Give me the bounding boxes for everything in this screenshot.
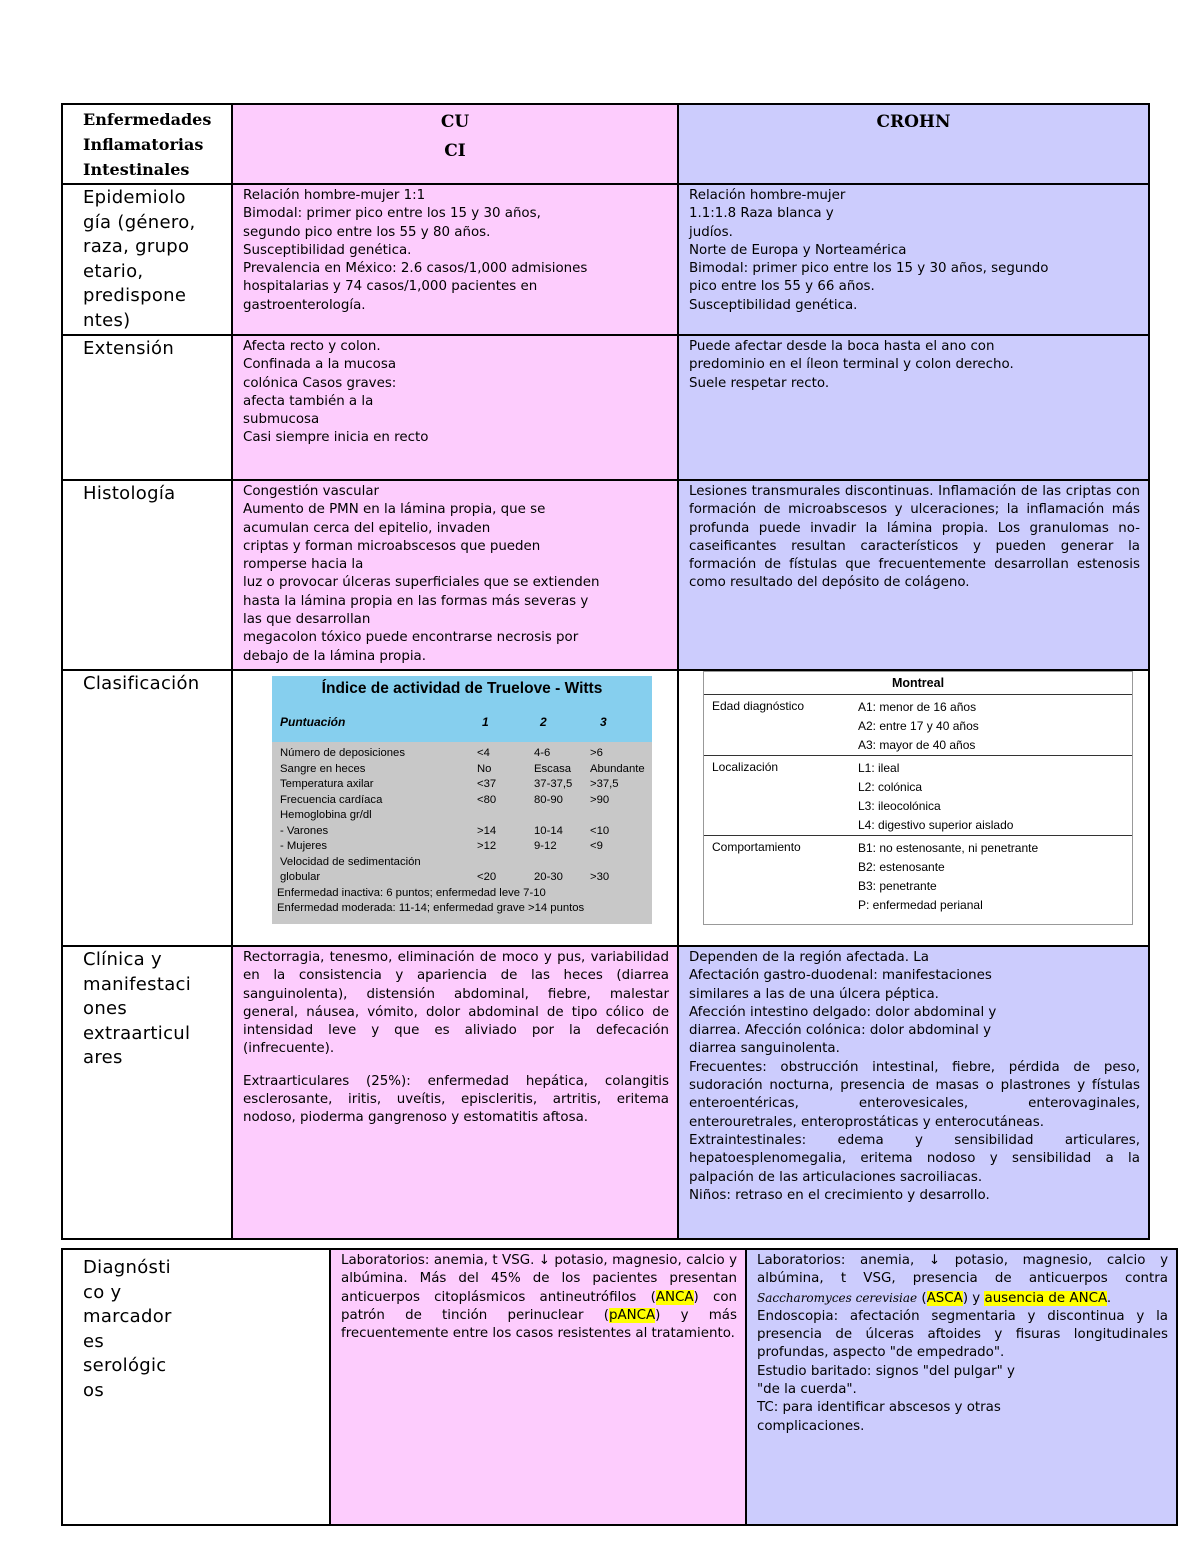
truelove-row-label: Número de deposiciones [280, 747, 405, 759]
montreal-section-label: Localización [712, 760, 779, 774]
crohn-diagnostico-lines [757, 1363, 1168, 1436]
text-line: Afectación gastro-duodenal: manifestaciones [689, 968, 992, 984]
text-line: acumulan cerca del epitelio, invaden [243, 520, 491, 536]
text-line: Dependen de la región afectada. La [689, 950, 929, 965]
truelove-title: Índice de actividad de Truelove - Witts [272, 676, 652, 702]
text-line: extraarticul [83, 1022, 191, 1044]
truelove-cell: >6 [590, 747, 603, 759]
header-disease-group [62, 104, 232, 184]
montreal-item: A3: mayor de 40 años [858, 738, 976, 752]
row-label-clasificacion [62, 670, 232, 946]
text-line: megacolon tóxico puede encontrarse necrosis por [243, 630, 579, 646]
text-line: serológic [83, 1355, 167, 1376]
cu-extension [232, 335, 678, 480]
text-line: luz o provocar úlceras superficiales que se extienden [243, 575, 600, 591]
text-line: Aumento de PMN en la lámina propia, que se [243, 502, 546, 518]
crohn-clasificacion [678, 670, 1149, 946]
text-line: segundo pico entre los 55 y 80 años. [243, 224, 491, 240]
cu-clasificacion [232, 670, 678, 946]
montreal-item: P: enfermedad perianal [858, 898, 983, 912]
diagnostic-table [61, 1248, 1178, 1526]
truelove-cell: >90 [590, 793, 610, 806]
text-line: raza, grupo [83, 236, 190, 257]
text-line: Puede afectar desde la boca hasta el ano con [689, 339, 995, 354]
text-line: CU [440, 112, 470, 132]
text-line: Bimodal: primer pico entre los 15 y 30 años, [243, 206, 541, 222]
montreal-item: L3: ileocolónica [858, 799, 941, 813]
crohn-histologia: Lesiones transmurales discontinuas. Inflamación de las criptas con formación de microabscesos y ulceraciones; la inflamación más profunda puede invadir la lámina propia. Los granulomas no-caseificantes resultan característicos y pueden generar la formación de fístulas que frecuentemente desarrollan estenosis como resultado del depósito de colágeno. [678, 480, 1149, 670]
truelove-cell: <80 [477, 793, 497, 806]
truelove-cell: >37,5 [590, 778, 619, 790]
montreal-item: L4: digestivo superior aislado [858, 818, 1014, 832]
text-line: Congestión vascular [243, 484, 380, 499]
text-line: Histología [83, 483, 176, 504]
row-label-histologia [62, 480, 232, 670]
text-line: Clasificación [83, 673, 200, 694]
text-line: Bimodal: primer pico entre los 15 y 30 años, segundo [689, 261, 1049, 277]
truelove-row-label: Temperatura axilar [280, 778, 374, 790]
text-line: Estudio baritado: signos "del pulgar" y [757, 1363, 1015, 1379]
crohn-epidemiologia [678, 184, 1149, 335]
truelove-row-label: Sangre en heces [280, 762, 366, 775]
montreal-item: A2: entre 17 y 40 años [858, 719, 979, 733]
truelove-cell: >12 [477, 840, 497, 852]
comparison-table [61, 103, 1150, 1240]
text-line: criptas y forman microabscesos que pueden [243, 538, 541, 554]
truelove-footer-2: Enfermedad moderada: 11-14; enfermedad grave >14 puntos [277, 902, 585, 914]
text-line: Clínica y [83, 949, 162, 970]
text-line: hospitalarias y 74 casos/1,000 pacientes en [243, 279, 538, 295]
truelove-row [272, 839, 652, 855]
text-line: es [83, 1330, 105, 1352]
truelove-row [272, 762, 652, 778]
truelove-cell: 80-90 [534, 793, 563, 806]
text-line: Norte de Europa y Norteamérica [689, 242, 907, 258]
montreal-item: A1: menor de 16 años [858, 700, 977, 714]
text-line: manifestaci [83, 973, 192, 995]
montreal-item: L2: colónica [858, 780, 923, 794]
truelove-row-label: - Mujeres [280, 840, 328, 852]
ausencia-anca-highlight: ausencia de ANCA [984, 1290, 1107, 1306]
montreal-item: B2: estenosante [858, 860, 945, 874]
truelove-cell: <20 [477, 871, 497, 883]
text-line: TC: para identificar abscesos y otras [757, 1400, 1001, 1416]
text-line: Relación hombre-mujer [689, 188, 846, 203]
truelove-cell: 4-6 [534, 747, 551, 759]
text-line: ntes) [83, 309, 131, 331]
text-line: Extensión [83, 338, 175, 359]
row-label-diagnostico [62, 1249, 330, 1525]
montreal-item: L1: ileal [858, 761, 900, 775]
montreal-item: B1: no estenosante, ni penetrante [858, 841, 1039, 855]
truelove-cell: <9 [590, 840, 603, 852]
text-line: 1.1:1.8 Raza blanca y [689, 206, 834, 222]
truelove-cell: 10-14 [534, 824, 563, 837]
text-line: complicaciones. [757, 1418, 865, 1434]
truelove-cell: <37 [477, 778, 497, 790]
truelove-row [272, 855, 652, 871]
truelove-cell: >30 [590, 871, 610, 883]
truelove-col-header: Puntuación 1 2 3 [272, 702, 652, 742]
cu-histologia [232, 480, 678, 670]
text-line: Susceptibilidad genética. [243, 242, 412, 258]
text-line: judíos. [689, 224, 733, 240]
truelove-cell: Abundante [590, 762, 645, 775]
truelove-witts-table [272, 676, 652, 924]
text-line: "de la cuerda". [757, 1382, 857, 1398]
montreal-section-label: Edad diagnóstico [712, 699, 805, 713]
truelove-row [272, 824, 652, 840]
truelove-cell: 20-30 [534, 871, 563, 883]
text-line: colónica Casos graves: [243, 375, 397, 391]
text-line: Inflamatorias [83, 135, 204, 154]
text-line: pico entre los 55 y 66 años. [689, 279, 875, 295]
text-line: Afección intestino delgado: dolor abdominal y [689, 1004, 997, 1020]
truelove-footer-1: Enfermedad inactiva: 6 puntos; enfermedad leve 7-10 [277, 886, 546, 899]
truelove-row-label: Hemoglobina gr/dl [280, 809, 372, 821]
text-line: Epidemiolo [83, 187, 186, 208]
panca-highlight: pANCA [608, 1307, 656, 1323]
text-line: co y [83, 1281, 122, 1303]
truelove-row-label: - Varones [280, 824, 329, 837]
truelove-cell: 9-12 [534, 840, 557, 852]
truelove-row-label: Velocidad de sedimentación [280, 855, 421, 868]
truelove-cell: 37-37,5 [534, 778, 573, 790]
montreal-section-label: Comportamiento [712, 840, 801, 854]
truelove-row [272, 777, 652, 793]
montreal-section [704, 836, 1132, 915]
truelove-row [272, 793, 652, 809]
header-crohn: CROHN [678, 104, 1149, 184]
text-line: Casi siempre inicia en recto [243, 430, 429, 446]
text-line: afecta también a la [243, 393, 374, 409]
montreal-classification [703, 671, 1133, 925]
montreal-title: Montreal [704, 672, 1132, 695]
cu-clinica: Rectorragia, tenesmo, eliminación de moco y pus, variabilidad en la consistencia y apariencia de las heces (diarrea sanguinolenta), distensión abdominal, fiebre, malestar general, náusea, vómito, dolor abdominal de tipo cólico de intensidad leve y que es aliviado por la defecación (infrecuente). Extraarticulares (25%): enfermedad hepática, colangitis esclerosante, iritis, uveítis, episcleritis, artritis, eritema nodoso, pioderma gangrenoso y estomatitis aftosa. [232, 946, 678, 1239]
text-line: Intestinales [83, 160, 190, 179]
truelove-cell: Escasa [534, 762, 572, 775]
text-line: romperse hacia la [243, 557, 364, 573]
text-line: Relación hombre-mujer 1:1 [243, 188, 426, 203]
anca-highlight: ANCA [655, 1289, 694, 1305]
text-line: diarrea sanguinolenta. [689, 1041, 840, 1057]
truelove-row [272, 870, 652, 886]
text-line: Susceptibilidad genética. [689, 297, 858, 313]
text-line: CI [444, 141, 466, 161]
text-line: Diagnósti [83, 1257, 171, 1278]
text-line: hasta la lámina propia en las formas más severas y [243, 593, 589, 609]
text-line: similares a las de una úlcera péptica. [689, 986, 939, 1002]
text-line: debajo de la lámina propia. [243, 648, 427, 664]
truelove-row-label: Frecuencia cardíaca [280, 793, 383, 806]
cu-diagnostico: Laboratorios: anemia, t VSG. ↓ potasio, magnesio, calcio y albúmina. Más del 45% de los pacientes presentan anticuerpos citoplásmicos antineutrófilos (ANCA) con patrón de tinción perinuclear (pANCA) y más frecuentemente entre los casos resistentes al tratamiento. [330, 1249, 746, 1525]
text-line: Suele respetar recto. [689, 375, 830, 391]
text-line: las que desarrollan [243, 612, 371, 628]
crohn-diagnostico: Laboratorios: anemia, ↓ potasio, magnesio, calcio y albúmina, t VSG, presencia de anticuerpos contra Saccharomyces cerevisiae (ASCA) y ausencia de ANCA. Endoscopia: afectación segmentaria y discontinua y la presencia de úlceras aftoides y fisuras longitudinales profundas, aspecto "de empedrado". Estudio baritado: signos "del pulgar" y "de la cuerda". TC: para identificar abscesos y otras complicaciones. [746, 1249, 1177, 1525]
crohn-clinica: Dependen de la región afectada. La Afectación gastro-duodenal: manifestaciones similares a las de una úlcera péptica. Afección intestino delgado: dolor abdominal y diarrea. Afección colónica: dolor abdominal y diarrea sanguinolenta. Frecuentes: obstrucción intestinal, fiebre, pérdida de peso, sudoración nocturna, presencia de masas o plastrones y fístulas enteroentéricas, enterovesicales, enterovaginales, enterouretrales, enteroprostáticas y enterocutáneas. Extraintestinales: edema y sensibilidad articulares, hepatoesplenomegalia, eritema nodoso y sensibilidad a la palpación de las articulaciones sacroiliacas. Niños: retraso en el crecimiento y desarrollo. [678, 946, 1149, 1239]
text-line: Enfermedades [83, 110, 212, 129]
row-label-clinica [62, 946, 232, 1239]
row-label-epidemiologia [62, 184, 232, 335]
text-line: ares [83, 1047, 123, 1068]
truelove-row-label: globular [280, 871, 321, 883]
text-line: Confinada a la mucosa [243, 357, 397, 373]
truelove-cell: No [477, 762, 492, 775]
text-line: gía (género, [83, 211, 196, 233]
truelove-row [272, 746, 652, 762]
crohn-extension [678, 335, 1149, 480]
text-line: gastroenterología. [243, 297, 366, 313]
text-line: predispone [83, 285, 187, 306]
montreal-section [704, 756, 1132, 836]
text-line: os [83, 1379, 104, 1401]
text-line: diarrea. Afección colónica: dolor abdominal y [689, 1023, 992, 1039]
truelove-cell: <4 [477, 747, 490, 759]
header-cu [232, 104, 678, 184]
truelove-cell: <10 [590, 824, 610, 837]
text-line: ones [83, 998, 128, 1019]
text-line: etario, [83, 260, 144, 282]
asca-highlight: ASCA [926, 1290, 963, 1306]
row-label-extension [62, 335, 232, 480]
montreal-item: B3: penetrante [858, 879, 937, 893]
truelove-row [272, 808, 652, 824]
truelove-cell: >14 [477, 824, 497, 837]
cu-epidemiologia [232, 184, 678, 335]
text-line: marcador [83, 1306, 172, 1327]
text-line: submucosa [243, 412, 320, 428]
text-line: Afecta recto y colon. [243, 339, 381, 354]
text-line: Prevalencia en México: 2.6 casos/1,000 admisiones [243, 261, 588, 277]
montreal-section [704, 695, 1132, 756]
crohn-clinica-lines [689, 949, 1140, 1059]
text-line: predominio en el íleon terminal y colon derecho. [689, 357, 1014, 373]
